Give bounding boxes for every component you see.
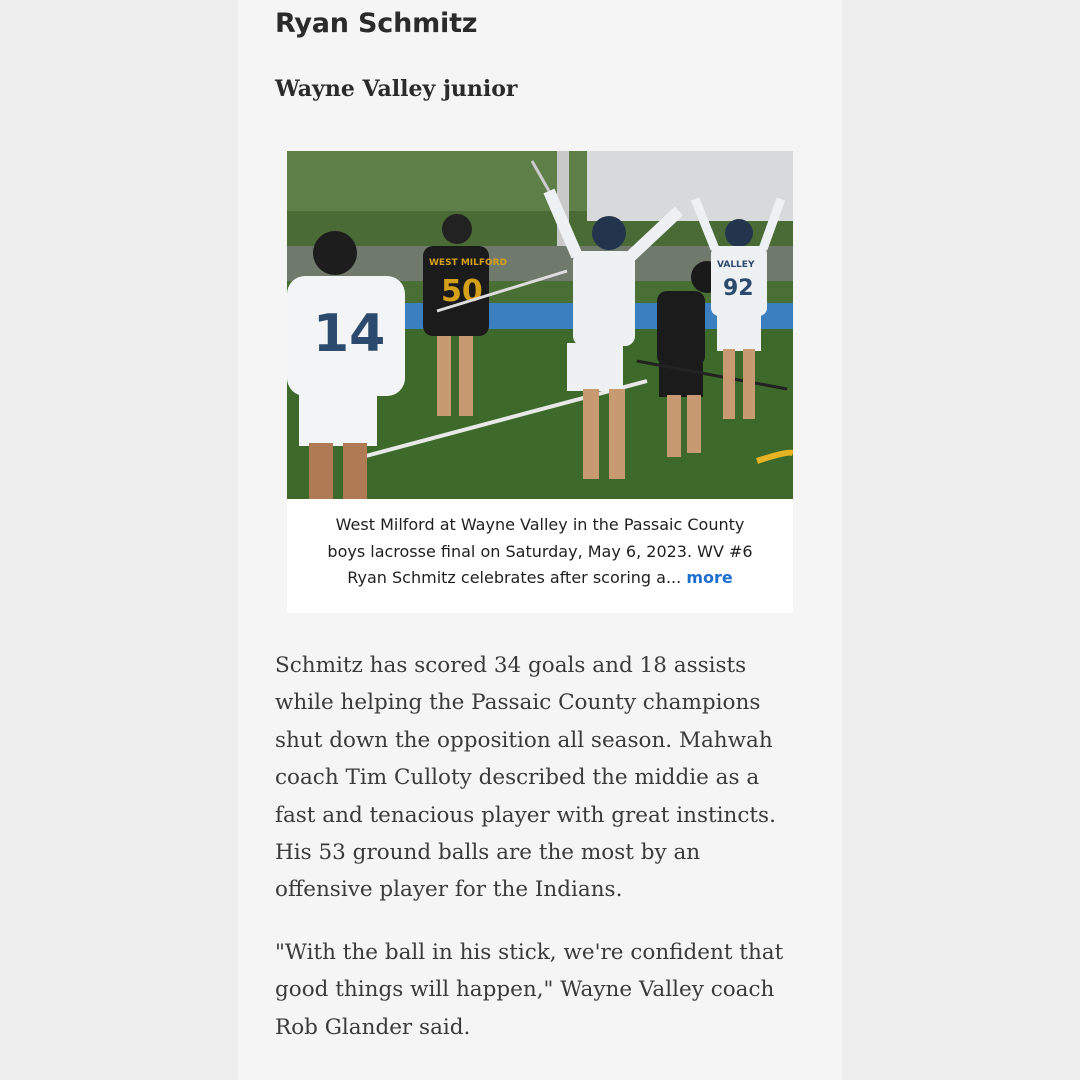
- caption-more-link[interactable]: more: [686, 568, 733, 587]
- lacrosse-photo-illustration: [287, 151, 793, 499]
- article-paragraph-1: [275, 647, 820, 909]
- game-photo[interactable]: [287, 151, 793, 499]
- article-paragraph-2: [275, 934, 820, 1046]
- jersey-team-west-milford: WEST MILFORD: [429, 258, 508, 268]
- player-subtitle: Wayne Valley junior: [275, 76, 518, 102]
- paragraph-line: "With the ball in his stick, we're confident that: [275, 940, 784, 965]
- caption-line: boys lacrosse final on Saturday, May 6, 2023. WV #6: [327, 541, 753, 561]
- paragraph-line: fast and tenacious player with great instincts.: [275, 802, 776, 828]
- paragraph-line: Rob Glander said.: [275, 1014, 471, 1040]
- caption-line-last: [301, 565, 779, 592]
- caption-line: West Milford at Wayne Valley in the Passaic County: [335, 515, 745, 534]
- jersey-number-50: 50: [441, 274, 483, 309]
- jersey-team-valley: VALLEY: [717, 260, 755, 270]
- paragraph-line: while helping the Passaic County champions: [275, 690, 761, 716]
- paragraph-line: coach Tim Culloty described the middie as a: [275, 765, 760, 791]
- jersey-number-92: 92: [723, 276, 754, 301]
- caption-line-text: Ryan Schmitz celebrates after scoring a...: [347, 568, 682, 587]
- paragraph-line: shut down the opposition all season. Mahwah: [275, 727, 773, 753]
- player-name: Ryan Schmitz: [275, 8, 478, 39]
- jersey-number-14: 14: [313, 304, 386, 364]
- paragraph-line: His 53 ground balls are the most by an: [275, 840, 701, 866]
- paragraph-line: offensive player for the Indians.: [275, 877, 623, 903]
- building: [587, 151, 793, 221]
- paragraph-line: good things will happen," Wayne Valley coach: [275, 977, 775, 1003]
- paragraph-line: Schmitz has scored 34 goals and 18 assists: [275, 653, 747, 678]
- photo-caption: [287, 499, 793, 613]
